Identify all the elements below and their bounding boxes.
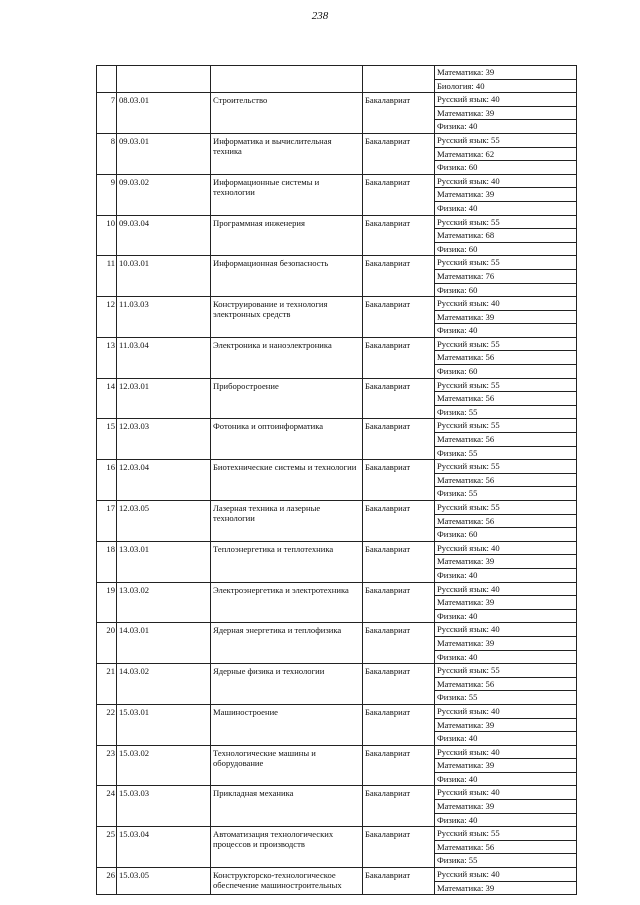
exam-score: Математика: 39 [435,66,577,80]
exam-score: Математика: 56 [435,514,577,528]
table-row [97,174,577,188]
row-number: 22 [97,704,117,745]
specialty-name: Электроэнергетика и электротехника [211,582,363,623]
row-number: 13 [97,337,117,378]
table-row [97,745,577,759]
row-number: 19 [97,582,117,623]
exam-score: Математика: 39 [435,596,577,610]
exam-score: Математика: 39 [435,800,577,814]
specialty-code: 10.03.01 [117,256,211,297]
exam-score: Математика: 39 [435,188,577,202]
education-level: Бакалавриат [363,827,435,868]
table-row [97,582,577,596]
exam-score: Физика: 55 [435,487,577,501]
exam-score: Русский язык: 40 [435,623,577,637]
education-level: Бакалавриат [363,337,435,378]
exam-score: Физика: 55 [435,446,577,460]
exam-score: Русский язык: 40 [435,174,577,188]
exam-score: Математика: 56 [435,677,577,691]
table-row [97,215,577,229]
specialty-code: 14.03.01 [117,623,211,664]
education-level: Бакалавриат [363,868,435,895]
table-row-continuation [97,66,577,80]
exam-score: Русский язык: 40 [435,582,577,596]
education-level: Бакалавриат [363,501,435,542]
exam-score: Физика: 60 [435,528,577,542]
specialty-name: Программная инженерия [211,215,363,256]
row-number: 8 [97,133,117,174]
exam-score: Математика: 56 [435,433,577,447]
exam-score: Математика: 56 [435,392,577,406]
exam-score: Физика: 40 [435,609,577,623]
exam-score: Математика: 62 [435,147,577,161]
specialty-code: 11.03.04 [117,337,211,378]
exam-score: Физика: 40 [435,568,577,582]
row-number: 20 [97,623,117,664]
row-number: 24 [97,786,117,827]
specialty-code: 15.03.05 [117,868,211,895]
education-level: Бакалавриат [363,541,435,582]
table-row [97,378,577,392]
specialty-name: Машиностроение [211,704,363,745]
specialty-name: Информатика и вычислительная техника [211,133,363,174]
table-row [97,256,577,270]
table-row [97,133,577,147]
table-row [97,827,577,841]
table-row [97,337,577,351]
exam-score: Русский язык: 55 [435,827,577,841]
row-number: 17 [97,501,117,542]
row-number: 9 [97,174,117,215]
exam-score: Физика: 40 [435,813,577,827]
education-level: Бакалавриат [363,133,435,174]
exam-score: Физика: 40 [435,120,577,134]
specialty-name: Теплоэнергетика и теплотехника [211,541,363,582]
row-number: 10 [97,215,117,256]
specialty-code: 12.03.04 [117,460,211,501]
education-level: Бакалавриат [363,582,435,623]
exam-score: Физика: 40 [435,324,577,338]
row-number: 15 [97,419,117,460]
exam-score: Русский язык: 40 [435,704,577,718]
specialty-code: 12.03.01 [117,378,211,419]
exam-score: Физика: 55 [435,854,577,868]
specialty-code: 14.03.02 [117,664,211,705]
specialty-code: 15.03.02 [117,745,211,786]
specialty-code: 13.03.02 [117,582,211,623]
exam-score: Физика: 40 [435,732,577,746]
row-number: 18 [97,541,117,582]
row-number: 7 [97,93,117,134]
table-row [97,664,577,678]
exam-score: Математика: 39 [435,106,577,120]
row-number: 26 [97,868,117,895]
specialty-code: 08.03.01 [117,93,211,134]
education-level: Бакалавриат [363,786,435,827]
education-level: Бакалавриат [363,664,435,705]
exam-score: Русский язык: 55 [435,419,577,433]
exam-score: Русский язык: 55 [435,664,577,678]
table-row [97,623,577,637]
specialty-code: 12.03.05 [117,501,211,542]
exam-score: Математика: 39 [435,759,577,773]
page-number: 238 [311,10,329,22]
row-number: 12 [97,297,117,338]
row-number: 11 [97,256,117,297]
specialty-name: Конструирование и технология электронных средств [211,297,363,338]
specialty-name: Приборостроение [211,378,363,419]
exam-score: Математика: 56 [435,351,577,365]
specialty-code: 11.03.03 [117,297,211,338]
exam-score: Русский язык: 55 [435,378,577,392]
specialty-code: 09.03.02 [117,174,211,215]
specialty-code: 15.03.03 [117,786,211,827]
exam-score: Физика: 60 [435,365,577,379]
specialty-name: Ядерная энергетика и теплофизика [211,623,363,664]
exam-score: Математика: 39 [435,636,577,650]
education-level: Бакалавриат [363,704,435,745]
exam-score: Математика: 39 [435,881,577,895]
table-row [97,786,577,800]
education-level: Бакалавриат [363,215,435,256]
specialty-name: Строительство [211,93,363,134]
exam-score: Физика: 40 [435,772,577,786]
exam-score: Физика: 40 [435,201,577,215]
table-row [97,297,577,311]
education-level: Бакалавриат [363,93,435,134]
specialty-code [117,66,211,93]
exam-score: Математика: 39 [435,555,577,569]
table-row [97,868,577,882]
education-level: Бакалавриат [363,256,435,297]
exam-score: Математика: 39 [435,310,577,324]
exam-score: Физика: 60 [435,161,577,175]
specialty-code: 09.03.01 [117,133,211,174]
table-row [97,460,577,474]
exam-score: Русский язык: 55 [435,501,577,515]
row-number [97,66,117,93]
row-number: 23 [97,745,117,786]
row-number: 25 [97,827,117,868]
education-level [363,66,435,93]
specialty-code: 12.03.03 [117,419,211,460]
specialty-name: Информационная безопасность [211,256,363,297]
table-row [97,419,577,433]
exam-score: Русский язык: 55 [435,215,577,229]
exam-score: Математика: 56 [435,840,577,854]
education-level: Бакалавриат [363,297,435,338]
specialty-name: Лазерная техника и лазерные технологии [211,501,363,542]
education-level: Бакалавриат [363,174,435,215]
exam-score: Математика: 56 [435,473,577,487]
admission-table [96,65,577,895]
exam-score: Математика: 68 [435,229,577,243]
specialty-name: Прикладная механика [211,786,363,827]
exam-score: Русский язык: 40 [435,93,577,107]
exam-score: Физика: 40 [435,650,577,664]
table-row [97,501,577,515]
exam-score: Математика: 76 [435,269,577,283]
education-level: Бакалавриат [363,378,435,419]
education-level: Бакалавриат [363,460,435,501]
specialty-name: Электроника и наноэлектроника [211,337,363,378]
exam-score: Физика: 60 [435,242,577,256]
row-number: 14 [97,378,117,419]
exam-score: Русский язык: 40 [435,868,577,882]
exam-score: Русский язык: 40 [435,745,577,759]
specialty-code: 09.03.04 [117,215,211,256]
specialty-name [211,66,363,93]
exam-score: Русский язык: 55 [435,256,577,270]
exam-score: Русский язык: 55 [435,133,577,147]
exam-score: Физика: 55 [435,691,577,705]
row-number: 16 [97,460,117,501]
specialty-name: Биотехнические системы и технологии [211,460,363,501]
row-number: 21 [97,664,117,705]
table-row [97,541,577,555]
specialty-name: Информационные системы и технологии [211,174,363,215]
specialty-code: 15.03.01 [117,704,211,745]
exam-score: Русский язык: 55 [435,337,577,351]
specialty-code: 13.03.01 [117,541,211,582]
exam-score: Физика: 60 [435,283,577,297]
exam-score: Русский язык: 55 [435,460,577,474]
table-row [97,704,577,718]
exam-score: Физика: 55 [435,405,577,419]
specialty-name: Технологические машины и оборудование [211,745,363,786]
education-level: Бакалавриат [363,623,435,664]
specialty-name: Ядерные физика и технологии [211,664,363,705]
education-level: Бакалавриат [363,745,435,786]
exam-score: Математика: 39 [435,718,577,732]
exam-score: Русский язык: 40 [435,541,577,555]
exam-score: Биология: 40 [435,79,577,93]
exam-score: Русский язык: 40 [435,786,577,800]
specialty-name: Автоматизация технологических процессов и производств [211,827,363,868]
exam-score: Русский язык: 40 [435,297,577,311]
table-row [97,93,577,107]
education-level: Бакалавриат [363,419,435,460]
specialty-name: Фотоника и оптоинформатика [211,419,363,460]
admission-table-body [97,66,577,895]
specialty-code: 15.03.04 [117,827,211,868]
specialty-name: Конструкторско-технологическое обеспечение машиностроительных [211,868,363,895]
